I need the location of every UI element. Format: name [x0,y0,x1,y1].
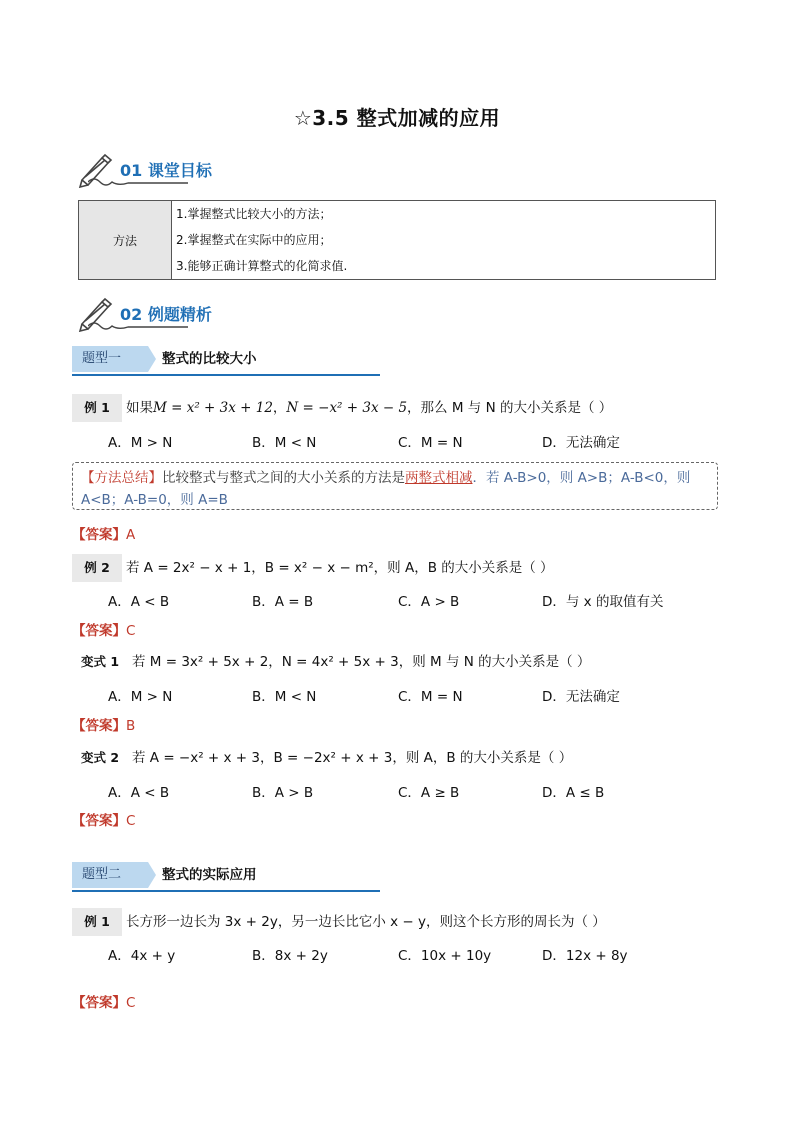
section-label-examples: 02 例题精析 [120,305,212,324]
goal-item: 2.掌握整式在实际中的应用； [176,233,332,247]
page-title: ☆3.5 整式加减的应用 [293,106,501,130]
separator: ， [272,400,287,416]
question-tag: 例 1 [72,908,122,936]
question-3 [72,908,722,936]
answer-value: C [126,995,136,1011]
answer-v2 [72,809,135,829]
option-b[interactable]: B．M < N [252,435,317,451]
answer-value: B [126,718,136,734]
section-header-goals [76,152,276,192]
question-text: 若 M = 3x² + 5x + 2，N = 4x² + 5x + 3，则 M 与 N 的大小关系是（ ） [132,654,591,670]
options-q3 [108,945,708,967]
method-lead: 【方法总结】 [81,470,162,486]
variant-1 [72,648,722,676]
option-a[interactable]: A．M > N [108,435,173,451]
topic-name: 整式的实际应用 [162,867,257,883]
option-c[interactable]: C．A ≥ B [398,785,460,801]
math-expression: N = −x² + 3x − 5 [286,400,408,416]
question-2 [72,554,722,582]
answer-label: 【答案】 [72,995,126,1011]
option-c[interactable]: C．M = N [398,435,463,451]
answer-q2 [72,619,135,639]
option-b[interactable]: B．A = B [252,594,314,610]
method-body: 比较整式与整式之间的大小关系的方法是 [162,470,405,486]
section-header-examples [76,296,276,336]
goals-key: 方法 [79,201,172,280]
variant-tag: 变式 1 [72,648,128,676]
goals-table [78,200,716,280]
goal-item: 1.掌握整式比较大小的方法； [176,207,332,221]
options-q1 [108,432,708,454]
topic-header-1 [72,344,382,374]
divider [72,374,380,376]
option-a[interactable]: A．4x + y [108,948,176,964]
question-text: 若 A = −x² + x + 3，B = −2x² + x + 3，则 A，B 的大小关系是（ ） [132,750,573,766]
answer-label: 【答案】 [72,527,126,543]
answer-value: C [126,813,136,829]
answer-label: 【答案】 [72,623,126,639]
answer-value: A [126,527,136,543]
divider [72,890,380,892]
option-a[interactable]: A．A < B [108,785,170,801]
variant-tag: 变式 2 [72,744,128,772]
answer-q3 [72,991,135,1011]
topic-tag: 题型二 [72,862,148,888]
question-tag: 例 1 [72,394,122,422]
option-c[interactable]: C．10x + 10y [398,948,492,964]
method-highlight: 两整式相减 [405,470,473,486]
answer-value: C [126,623,136,639]
answer-q1 [72,523,135,543]
topic-tag: 题型一 [72,346,148,372]
option-d[interactable]: D．无法确定 [542,689,620,705]
options-v1 [108,686,708,708]
question-1 [72,394,722,422]
option-b[interactable]: B．M < N [252,689,317,705]
options-q2 [108,591,708,613]
method-summary-box [72,462,718,510]
option-d[interactable]: D．A ≤ B [542,785,605,801]
method-tail: ．若 A-B>0，则 A>B；A-B<0，则 A<B；A-B=0，则 A=B [81,470,691,508]
option-a[interactable]: A．A < B [108,594,170,610]
topic-name: 整式的比较大小 [162,351,257,367]
option-c[interactable]: C．A > B [398,594,460,610]
variant-2 [72,744,722,772]
option-a[interactable]: A．M > N [108,689,173,705]
option-b[interactable]: B．8x + 2y [252,948,328,964]
options-v2 [108,782,708,804]
option-d[interactable]: D．与 x 的取值有关 [542,594,664,610]
option-d[interactable]: D．无法确定 [542,435,620,451]
question-tag: 例 2 [72,554,122,582]
option-b[interactable]: B．A > B [252,785,314,801]
section-label-goals: 01 课堂目标 [120,161,212,180]
answer-label: 【答案】 [72,718,126,734]
question-text: 长方形一边长为 3x + 2y，另一边长比它小 x − y，则这个长方形的周长为（ ） [126,914,606,930]
question-text: 如果 [126,400,153,416]
answer-v1 [72,714,135,734]
math-expression: M = x² + 3x + 12 [153,400,273,416]
answer-label: 【答案】 [72,813,126,829]
option-d[interactable]: D．12x + 8y [542,948,628,964]
question-text: ，那么 M 与 N 的大小关系是（ ） [407,400,613,416]
question-text: 若 A = 2x² − x + 1，B = x² − x − m²，则 A，B 的大小关系是（ ） [126,560,554,576]
goal-item: 3.能够正确计算整式的化简求值. [176,259,348,273]
topic-header-2 [72,860,382,890]
option-c[interactable]: C．M = N [398,689,463,705]
